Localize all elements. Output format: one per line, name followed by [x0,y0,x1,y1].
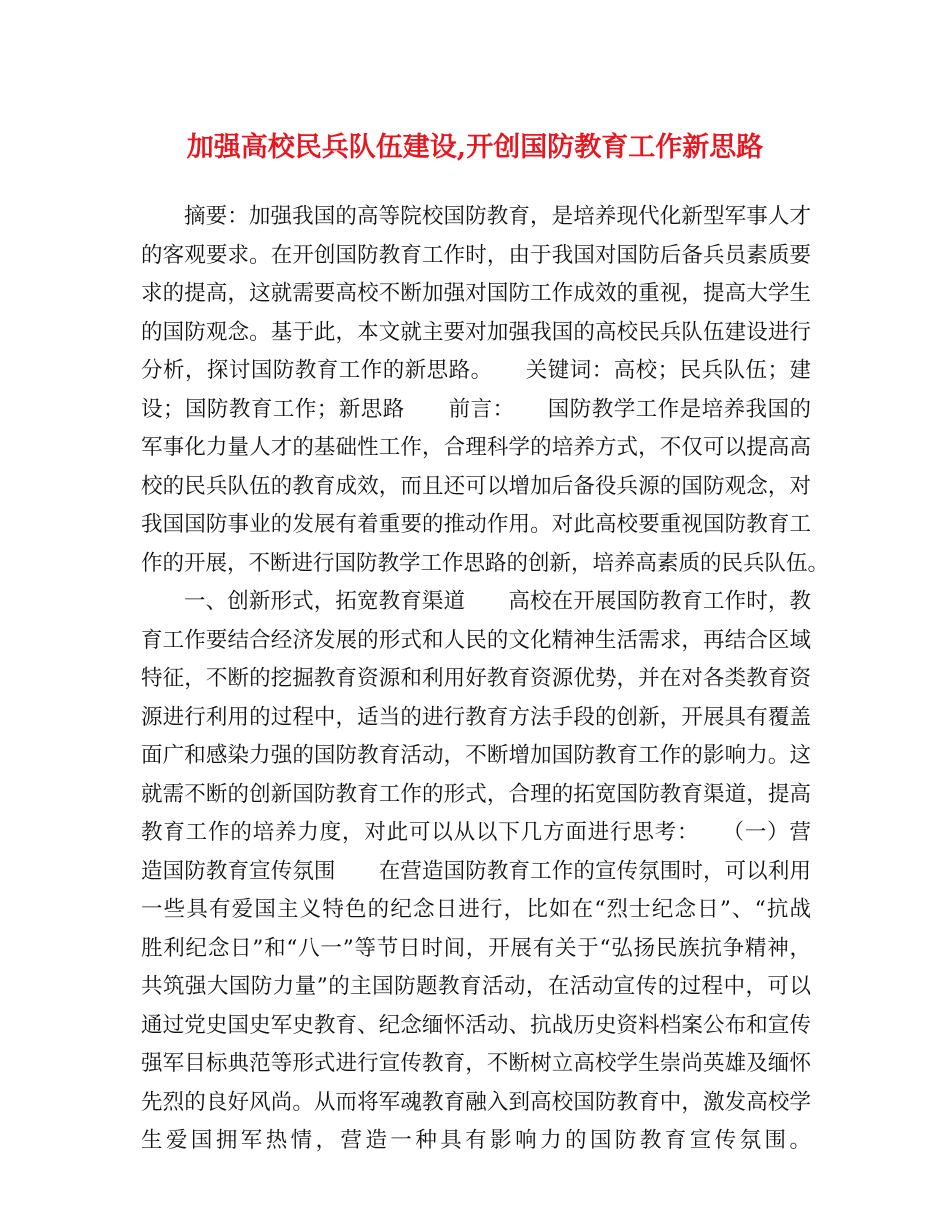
text-line: 特征，不断的挖掘教育资源和利用好教育资源优势，并在对各类教育资 [141,666,811,691]
text-line: 设；国防教育工作；新思路 前言： 国防教学工作是培养我国的 [141,396,811,422]
text-line: 求的提高，这就需要高校不断加强对国防工作成效的重视，提高大学生 [141,281,811,306]
text-line: 就需不断的创新国防教育工作的形式，合理的拓宽国防教育渠道，提高 [141,781,811,807]
text-line: 一、创新形式，拓宽教育渠道 高校在开展国防教育工作时，教 [184,589,811,614]
text-line: 育工作要结合经济发展的形式和人民的文化精神生活需求，再结合区域 [141,627,811,653]
text-line: 先烈的良好风尚。从而将军魂教育融入到高校国防教育中，激发高校学 [141,1089,811,1115]
text-line: 生爱国拥军热情，营造一种具有影响力的国防教育宣传氛围。 [141,1128,811,1153]
text-line: 教育工作的培养力度，对此可以从以下几方面进行思考： （一）营 [141,820,811,845]
text-line: 造国防教育宣传氛围 在营造国防教育工作的宣传氛围时，可以利用 [141,858,811,884]
text-line: 军事化力量人才的基础性工作，合理科学的培养方式，不仅可以提高高 [141,435,811,460]
text-line: 面广和感染力强的国防教育活动，不断增加国防教育工作的影响力。这 [141,743,811,768]
text-line: 校的民兵队伍的教育成效，而且还可以增加后备役兵源的国防观念，对 [141,473,811,499]
text-line: 通过党史国史军史教育、纪念缅怀活动、抗战历史资料档案公布和宣传 [141,1012,811,1038]
document-body [141,198,830,1161]
text-line: 的国防观念。基于此，本文就主要对加强我国的高校民兵队伍建设进行 [141,319,811,345]
text-line: 源进行利用的过程中，适当的进行教育方法手段的创新，开展具有覆盖 [141,704,811,730]
document-title: 加强高校民兵队伍建设,开创国防教育工作新思路 [186,132,764,163]
text-line: 强军目标典范等形式进行宣传教育，不断树立高校学生崇尚英雄及缅怀 [141,1051,811,1076]
text-line: 摘要：加强我国的高等院校国防教育，是培养现代化新型军事人才 [184,204,811,229]
text-line: 作的开展，不断进行国防教学工作思路的创新，培养高素质的民兵队伍。 [141,550,830,576]
text-line: 分析，探讨国防教育工作的新思路。 关键词：高校；民兵队伍；建 [141,358,811,383]
text-line: 胜利纪念日”和“八一”等节日时间，开展有关于“弘扬民族抗争精神， [141,935,811,961]
text-line: 的客观要求。在开创国防教育工作时，由于我国对国防后备兵员素质要 [141,242,811,268]
text-line: 一些具有爱国主义特色的纪念日进行，比如在“烈士纪念日”、“抗战 [141,897,811,922]
text-line: 我国国防事业的发展有着重要的推动作用。对此高校要重视国防教育工 [141,512,811,537]
text-line: 共筑强大国防力量”的主国防题教育活动，在活动宣传的过程中，可以 [141,974,811,999]
